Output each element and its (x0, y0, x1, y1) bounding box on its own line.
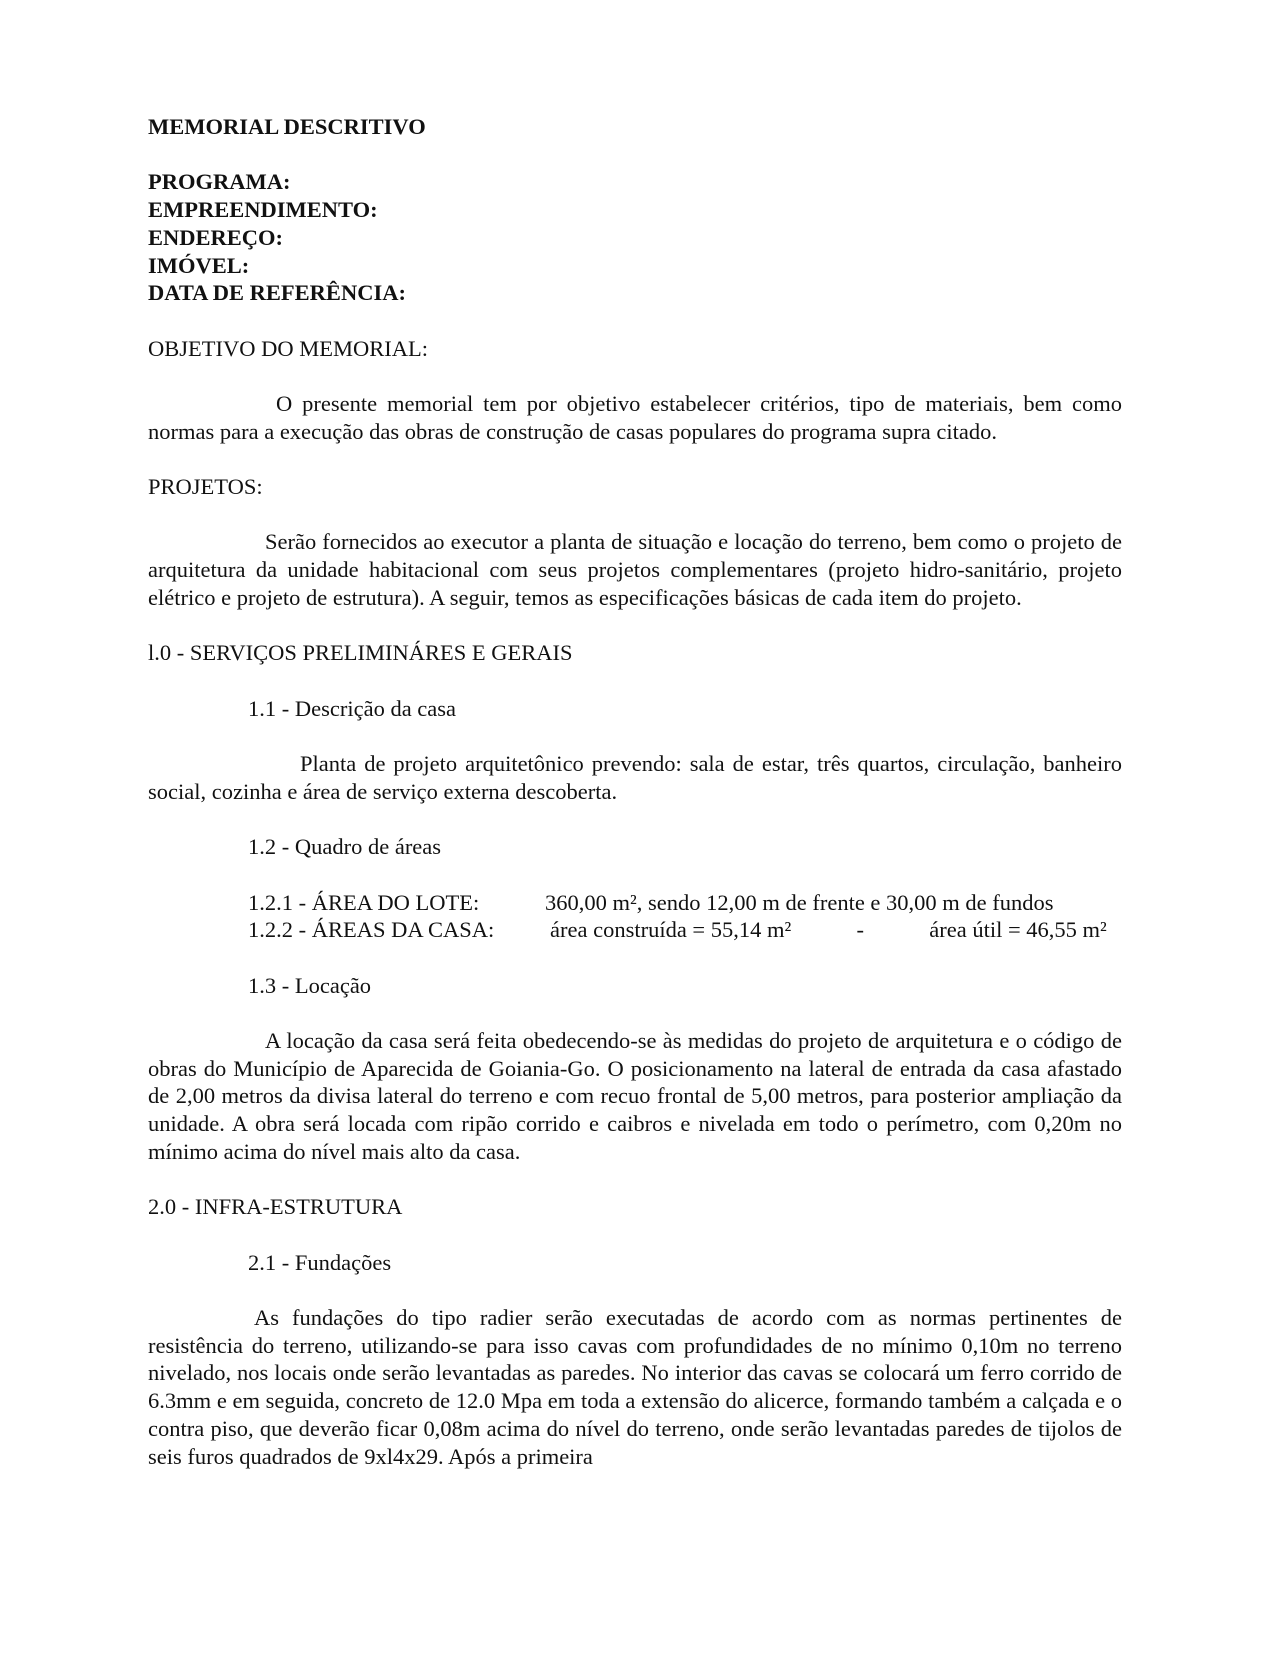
section-2-heading: 2.0 - INFRA-ESTRUTURA (148, 1194, 403, 1220)
section-1-1-text: Planta de projeto arquitetônico prevendo: sala de estar, três quartos, circulação, banheiro social, cozinha e área de serviço externa descoberta. (148, 751, 1122, 804)
document-title: MEMORIAL DESCRITIVO (148, 114, 426, 139)
field-empreendimento: EMPREENDIMENTO: (148, 197, 378, 223)
objetivo-paragraph (148, 390, 1122, 445)
field-endereco: ENDEREÇO: (148, 224, 284, 250)
area-lote-value: 360,00 m², sendo 12,00 m de frente e 30,00 m de fundos (545, 889, 1054, 915)
section-1-1-paragraph (148, 750, 1122, 805)
section-1-3-heading: 1.3 - Locação (248, 972, 372, 998)
section-1-3-paragraph (148, 1027, 1122, 1166)
area-separator: - (856, 917, 864, 943)
section-1-3-text: A locação da casa será feita obedecendo-se às medidas do projeto de arquitetura e o código de obras do Município de Aparecida de Goiania-Go. O posicionamento na lateral de entrada da casa afastado de 2,00 metros da divisa lateral do terreno e com recuo frontal de 5,00 metros, para posterior ampliação da unidade. A obra será locada com ripão corrido e caibros e nivelada em todo o perímetro, com 0,20m no mínimo acima do nível mais alto da casa. (148, 1028, 1122, 1164)
field-imovel: IMÓVEL: (148, 252, 250, 278)
section-2-1-heading: 2.1 - Fundações (248, 1249, 392, 1275)
objetivo-heading: OBJETIVO DO MEMORIAL: (148, 335, 428, 361)
objetivo-text: O presente memorial tem por objetivo estabelecer critérios, tipo de materiais, bem como normas para a execução das obras de construção de casas populares do programa supra citado. (148, 390, 1122, 444)
section-2-1-text: As fundações do tipo radier serão executadas de acordo com as normas pertinentes de resistência do terreno, utilizando-se para isso cavas com profundidades de no mínimo 0,10m no terreno nivelado, nos locais onde serão levantadas as paredes. No interior das cavas se colocará um ferro corrido de 6.3mm e em seguida, concreto de 12.0 Mpa em toda a extensão do alicerce, formando também a calçada e o contra piso, que deverão ficar 0,08m acima do nível do terreno, onde serão levantadas paredes de tijolos de seis furos quadrados de 9xl4x29. Após a primeira (148, 1305, 1122, 1469)
section-1-heading: l.0 - SERVIÇOS PRELIMINÁRES E GERAIS (148, 640, 573, 666)
area-table (248, 889, 1122, 944)
area-useful-value: área útil = 46,55 m² (929, 917, 1107, 943)
field-data-referencia: DATA DE REFERÊNCIA: (148, 280, 406, 306)
section-1-1-heading: 1.1 - Descrição da casa (248, 695, 457, 721)
field-programa: PROGRAMA: (148, 169, 291, 195)
section-1-2-heading: 1.2 - Quadro de áreas (248, 834, 442, 860)
area-casa-label: 1.2.2 - ÁREAS DA CASA: (248, 917, 495, 943)
area-row-casa (248, 916, 1122, 944)
header-fields (148, 168, 1122, 307)
projetos-heading: PROJETOS: (148, 474, 263, 500)
area-lote-label: 1.2.1 - ÁREA DO LOTE: (248, 889, 480, 915)
section-2-1-paragraph (148, 1304, 1122, 1470)
area-built-value: área construída = 55,14 m² (550, 917, 792, 943)
document-body (148, 113, 1122, 1498)
projetos-text: Serão fornecidos ao executor a planta de situação e locação do terreno, bem como o projeto de arquitetura da unidade habitacional com seus projetos complementares (projeto hidro-sanitário, projeto elétrico e projeto de estrutura). A seguir, temos as especificações básicas de cada item do projeto. (148, 529, 1122, 610)
area-row-lote (248, 889, 1122, 917)
projetos-paragraph (148, 528, 1122, 611)
